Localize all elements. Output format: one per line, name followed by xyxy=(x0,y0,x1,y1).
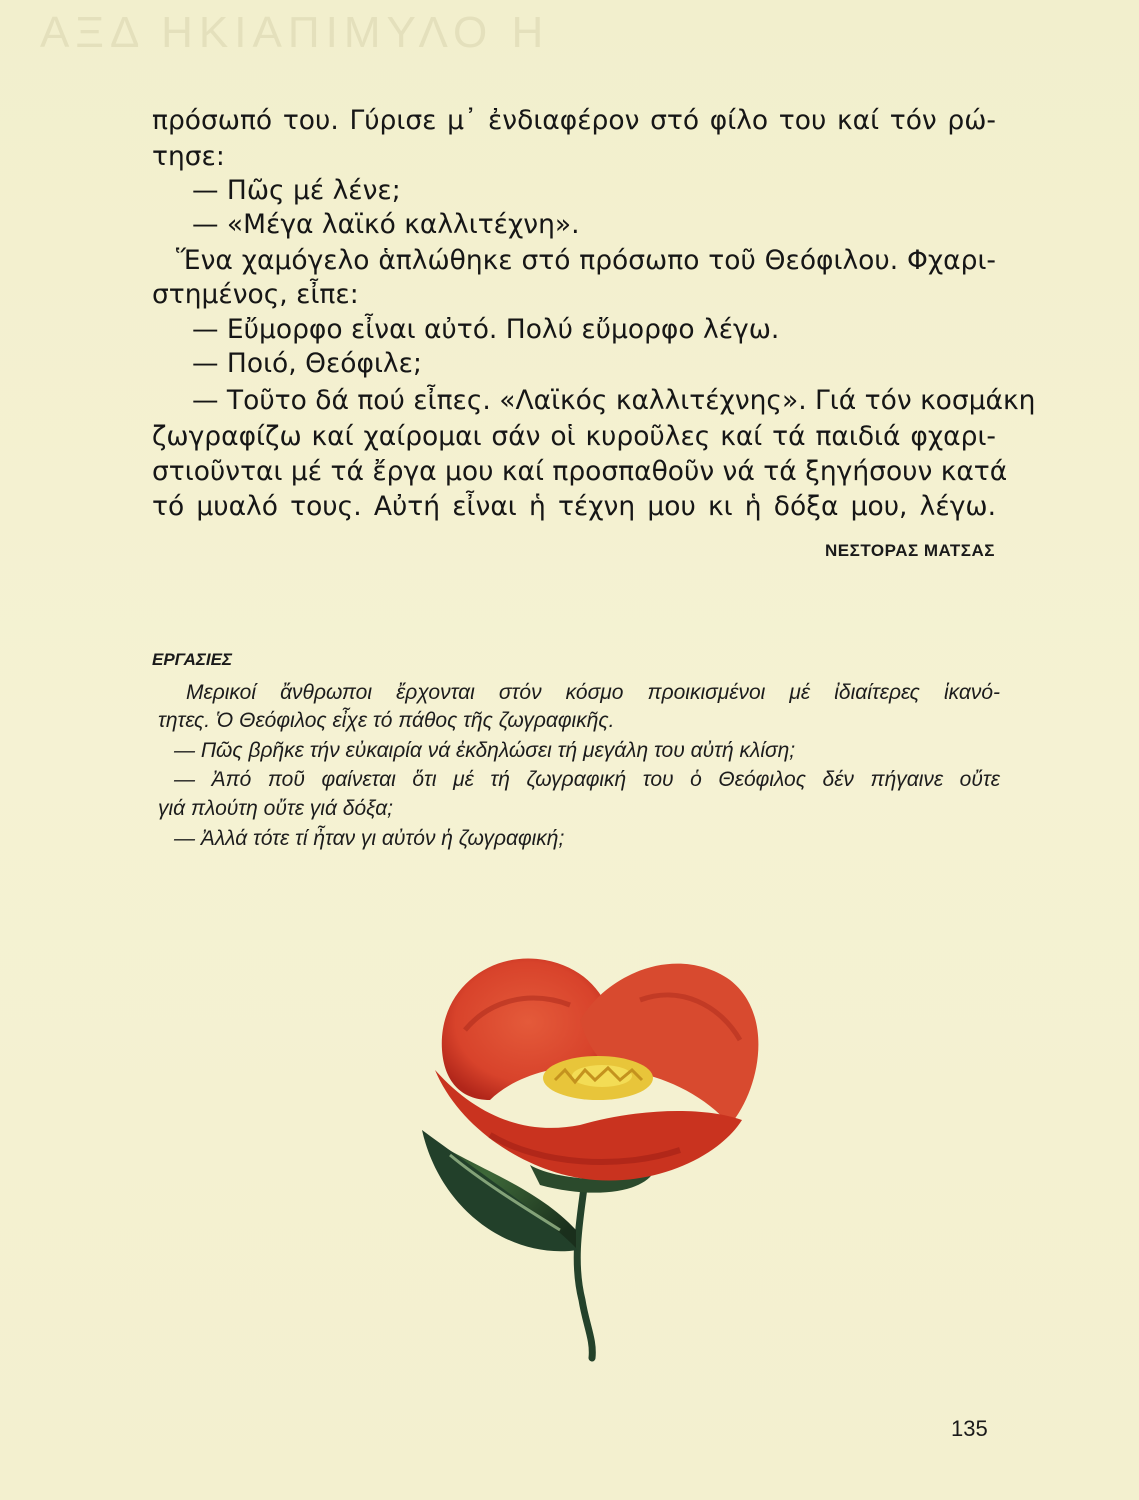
petal-right xyxy=(580,964,758,1125)
flower-stem xyxy=(577,1180,592,1358)
body-line-8: — Ποιό, Θεόφιλε; xyxy=(192,348,422,379)
body-line-3: — Πῶς μέ λένε; xyxy=(192,175,401,206)
body-line-7: — Εὔμορφο εἶναι αὐτό. Πολύ εὔμορφο λέγω. xyxy=(192,314,780,345)
body-line-10: ζωγραφίζω καί χαίρομαι σάν οἱ κυροῦλες καί τά παιδιά φχαρι- xyxy=(152,421,996,452)
body-line-12: τό μυαλό τους. Αὐτή εἶναι ἡ τέχνη μου κι ἡ δόξα μου, λέγω. xyxy=(152,491,996,522)
exercise-question-3: — Ἀλλά τότε τί ἦταν γι αὐτόν ἡ ζωγραφική; xyxy=(174,827,565,850)
body-line-5: Ἕνα χαμόγελο ἁπλώθηκε στό πρόσωπο τοῦ Θεόφιλου. Φχαρι- xyxy=(176,245,996,276)
body-line-2: τησε: xyxy=(152,141,225,172)
flower-illustration xyxy=(380,930,800,1370)
exercises-heading: ΕΡΓΑΣΙΕΣ xyxy=(152,650,232,669)
exercise-question-2: — Ἀπό ποῦ φαίνεται ὅτι μέ τή ζωγραφική του ὁ Θεόφιλος δέν πήγαινε οὔτε xyxy=(174,768,1000,791)
body-line-4: — «Μέγα λαϊκό καλλιτέχνη». xyxy=(192,209,580,240)
exercise-line-1: Μερικοί ἄνθρωποι ἔρχονται στόν κόσμο προικισμένοι μέ ἰδιαίτερες ἱκανό- xyxy=(186,681,1000,704)
exercise-question-1: — Πῶς βρῆκε τήν εὐκαιρία νά ἐκδηλώσει τή μεγάλη του αὐτή κλίση; xyxy=(174,739,796,762)
page-number: 135 xyxy=(951,1416,988,1441)
exercise-line-2: τητες. Ὁ Θεόφιλος εἶχε τό πάθος τῆς ζωγραφικῆς. xyxy=(158,709,615,732)
body-line-9: — Τοῦτο δά πού εἶπες. «Λαϊκός καλλιτέχνης». Γιά τόν κοσμάκη xyxy=(192,385,1036,416)
author-signature: ΝΕΣΤΟΡΑΣ ΜΑΤΣΑΣ xyxy=(825,541,995,560)
body-line-11: στιοῦνται μέ τά ἔργα μου καί προσπαθοῦν νά τά ξηγήσουν κατά xyxy=(152,456,1008,487)
body-line-6: στημένος, εἶπε: xyxy=(152,279,359,310)
exercise-question-2-cont: γιά πλούτη οὔτε γιά δόξα; xyxy=(158,797,394,820)
body-line-1: πρόσωπό του. Γύρισε μ᾽ ἐνδιαφέρον στό φίλο του καί τόν ρώ- xyxy=(152,105,996,136)
bleed-through-header: ΑΞΔ ΗΚΙΑΠΙΜΥΛΟ Η xyxy=(40,8,550,57)
